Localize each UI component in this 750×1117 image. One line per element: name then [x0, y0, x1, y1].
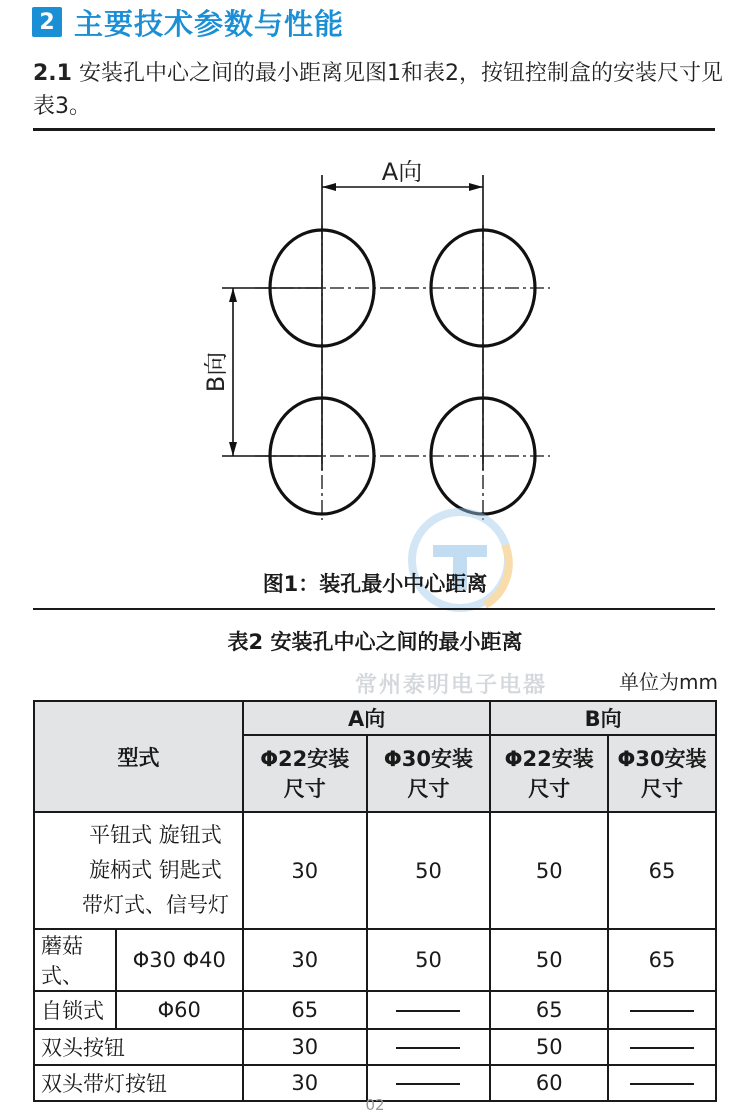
a-arrow-right	[469, 183, 483, 191]
row3-b-phi22: 65	[490, 991, 608, 1029]
paragraph-2-1	[33, 57, 723, 123]
row1-b-phi22: 50	[490, 812, 608, 929]
row3-a-phi30	[367, 991, 491, 1029]
mounting-hole-diagram	[0, 140, 750, 560]
row4-a-phi30	[367, 1029, 491, 1065]
row2-a-phi22: 30	[243, 929, 367, 991]
row1-a-phi30: 50	[367, 812, 491, 929]
dash-mark	[630, 1047, 694, 1049]
header-b-phi30-text: Φ30安装尺寸	[617, 746, 707, 801]
a-arrow-left	[322, 183, 336, 191]
figure-caption: 图1：装孔最小中心距离	[262, 572, 488, 596]
b-arrow-top	[229, 288, 237, 302]
b-arrow-bottom	[229, 442, 237, 456]
b-direction-label: B向	[202, 351, 230, 393]
section-number-badge: 2	[32, 7, 62, 37]
row1-model-line: 带灯式、信号灯	[81, 893, 229, 917]
header-a-phi22-text: Φ22安装尺寸	[260, 746, 350, 801]
row4-b-phi30	[608, 1029, 716, 1065]
row1-b-phi30: 65	[608, 812, 716, 929]
watermark-logo-icon	[385, 505, 545, 615]
table-header-row	[34, 701, 716, 735]
row3-b-phi30	[608, 991, 716, 1029]
table-row	[34, 929, 716, 991]
dash-mark	[396, 1010, 460, 1012]
divider-middle	[33, 608, 715, 610]
row1-model	[34, 812, 243, 929]
page-number: 02	[365, 1096, 385, 1114]
header-b-phi30	[608, 735, 716, 812]
row4-a-phi22: 30	[243, 1029, 367, 1065]
header-a-phi30-text: Φ30安装尺寸	[383, 746, 473, 801]
paragraph-text: 安装孔中心之间的最小距离见图1和表2，按钮控制盒的安装尺寸见表3。	[33, 61, 723, 119]
divider-top	[33, 128, 715, 131]
row3-spec: Φ60	[116, 991, 243, 1029]
section-title: 主要技术参数与性能	[74, 6, 345, 41]
unit-note: 单位为mm	[619, 670, 718, 694]
table-title: 表2 安装孔中心之间的最小距离	[227, 630, 523, 654]
row2-b-phi22: 50	[490, 929, 608, 991]
row2-b-phi30: 65	[608, 929, 716, 991]
row4-model: 双头按钮	[34, 1029, 243, 1065]
dash-mark	[396, 1047, 460, 1049]
row1-model-line: 平钮式 旋钮式	[89, 823, 222, 847]
row2-group: 蘑菇式、	[34, 929, 116, 991]
header-model: 型式	[34, 701, 243, 812]
row2-spec: Φ30 Φ40	[116, 929, 243, 991]
paragraph-number: 2.1	[33, 61, 72, 86]
dash-mark	[396, 1083, 460, 1085]
row5-a-phi22: 30	[243, 1065, 367, 1101]
row1-a-phi22: 30	[243, 812, 367, 929]
row2-a-phi30: 50	[367, 929, 491, 991]
table-row	[34, 1029, 716, 1065]
table-row	[34, 991, 716, 1029]
header-a-phi22	[243, 735, 367, 812]
a-direction-label: A向	[381, 158, 423, 186]
section-header	[32, 2, 344, 42]
header-b-direction: B向	[490, 701, 716, 735]
table-row	[34, 812, 716, 929]
row3-group: 自锁式	[34, 991, 116, 1029]
header-a-phi30	[367, 735, 491, 812]
dash-mark	[630, 1083, 694, 1085]
header-a-direction: A向	[243, 701, 490, 735]
row5-model: 双头带灯按钮	[34, 1065, 243, 1101]
row4-b-phi22: 50	[490, 1029, 608, 1065]
row1-model-line: 旋柄式 钥匙式	[89, 858, 222, 882]
row5-b-phi22: 60	[490, 1065, 608, 1101]
header-b-phi22	[490, 735, 608, 812]
min-distance-table	[33, 700, 717, 1102]
dash-mark	[630, 1010, 694, 1012]
row3-a-phi22: 65	[243, 991, 367, 1029]
watermark-text: 常州泰明电子电器	[355, 673, 548, 698]
header-b-phi22-text: Φ22安装尺寸	[504, 746, 594, 801]
